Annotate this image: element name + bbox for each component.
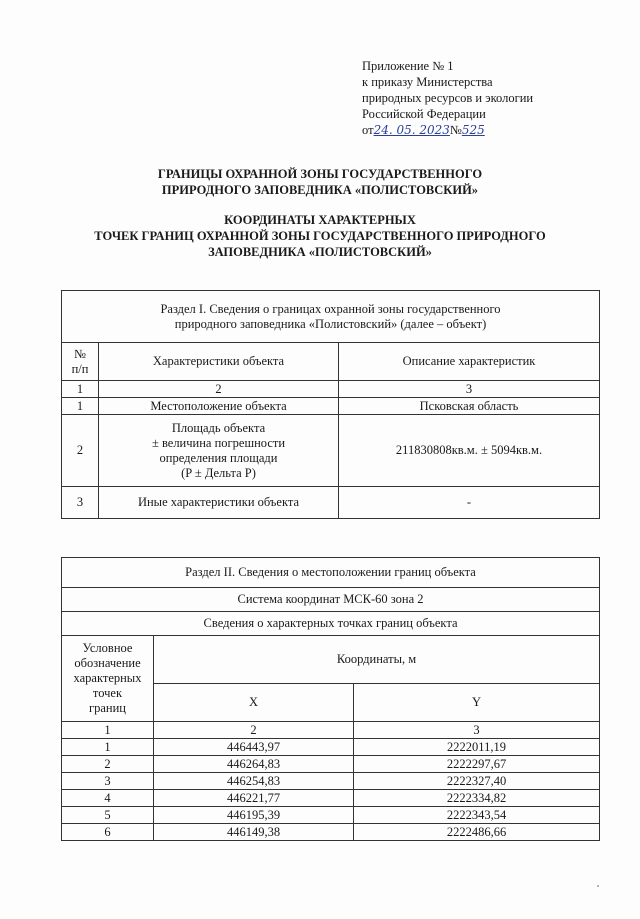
header-characteristics: Характеристики объекта [99, 343, 339, 381]
table-row: 6 446149,38 2222486,66 [62, 824, 600, 841]
header-description: Описание характеристик [339, 343, 600, 381]
section1-caption: Раздел I. Сведения о границах охранной зоны государственного природного заповедника «Полистовский» (далее – объект) [62, 291, 600, 343]
coordinates-title [0, 212, 640, 260]
appendix-block [362, 58, 622, 138]
index-cell: 3 [354, 722, 600, 739]
header-y: Y [354, 684, 600, 722]
header-coordinates: Координаты, м [154, 636, 600, 684]
index-cell: 3 [339, 381, 600, 398]
table-row: 4 446221,77 2222334,82 [62, 790, 600, 807]
table-row: 5 446195,39 2222343,54 [62, 807, 600, 824]
table-row: 3 446254,83 2222327,40 [62, 773, 600, 790]
section1-table [61, 290, 600, 519]
table-row: 1 Местоположение объекта Псковская область [62, 398, 600, 415]
index-cell: 1 [62, 722, 154, 739]
appendix-line: природных ресурсов и экологии [362, 91, 534, 105]
number-handwritten: 525 [461, 123, 485, 137]
coordinate-system: Система координат МСК-60 зона 2 [62, 588, 600, 612]
appendix-line: Приложение № 1 [362, 59, 454, 73]
appendix-line: Российской Федерации [362, 107, 486, 121]
table-row: 2 Площадь объекта ± величина погрешности определения площади (P ± Дельта P) 211830808кв.м. ± 5094кв.м. [62, 415, 600, 487]
section2-caption: Раздел II. Сведения о местоположении границ объекта [62, 558, 600, 588]
date-prefix: от [362, 123, 374, 137]
title-line: КООРДИНАТЫ ХАРАКТЕРНЫХ [224, 213, 416, 227]
appendix-date-line [362, 122, 622, 138]
appendix-line: к приказу Министерства [362, 75, 493, 89]
title-line: ТОЧЕК ГРАНИЦ ОХРАННОЙ ЗОНЫ ГОСУДАРСТВЕННОГО ПРИРОДНОГО [94, 229, 546, 243]
index-cell: 2 [154, 722, 354, 739]
date-handwritten: 24. 05. 2023 [373, 123, 450, 137]
table-row: 2 446264,83 2222297,67 [62, 756, 600, 773]
index-cell: 1 [62, 381, 99, 398]
number-prefix: № [449, 123, 462, 137]
header-x: X [154, 684, 354, 722]
table-row: 3 Иные характеристики объекта - [62, 487, 600, 519]
section2-table [61, 557, 600, 841]
index-cell: 2 [99, 381, 339, 398]
scan-speck [597, 885, 599, 887]
main-title [0, 166, 640, 198]
title-line: ПРИРОДНОГО ЗАПОВЕДНИКА «ПОЛИСТОВСКИЙ» [161, 183, 479, 197]
header-num: № п/п [62, 343, 99, 381]
points-caption: Сведения о характерных точках границ объекта [62, 612, 600, 636]
header-point-label: Условное обозначение характерных точек границ [62, 636, 154, 722]
title-line: ГРАНИЦЫ ОХРАННОЙ ЗОНЫ ГОСУДАРСТВЕННОГО [157, 167, 483, 181]
title-line: ЗАПОВЕДНИКА «ПОЛИСТОВСКИЙ» [208, 245, 432, 259]
table-row: 1 446443,97 2222011,19 [62, 739, 600, 756]
